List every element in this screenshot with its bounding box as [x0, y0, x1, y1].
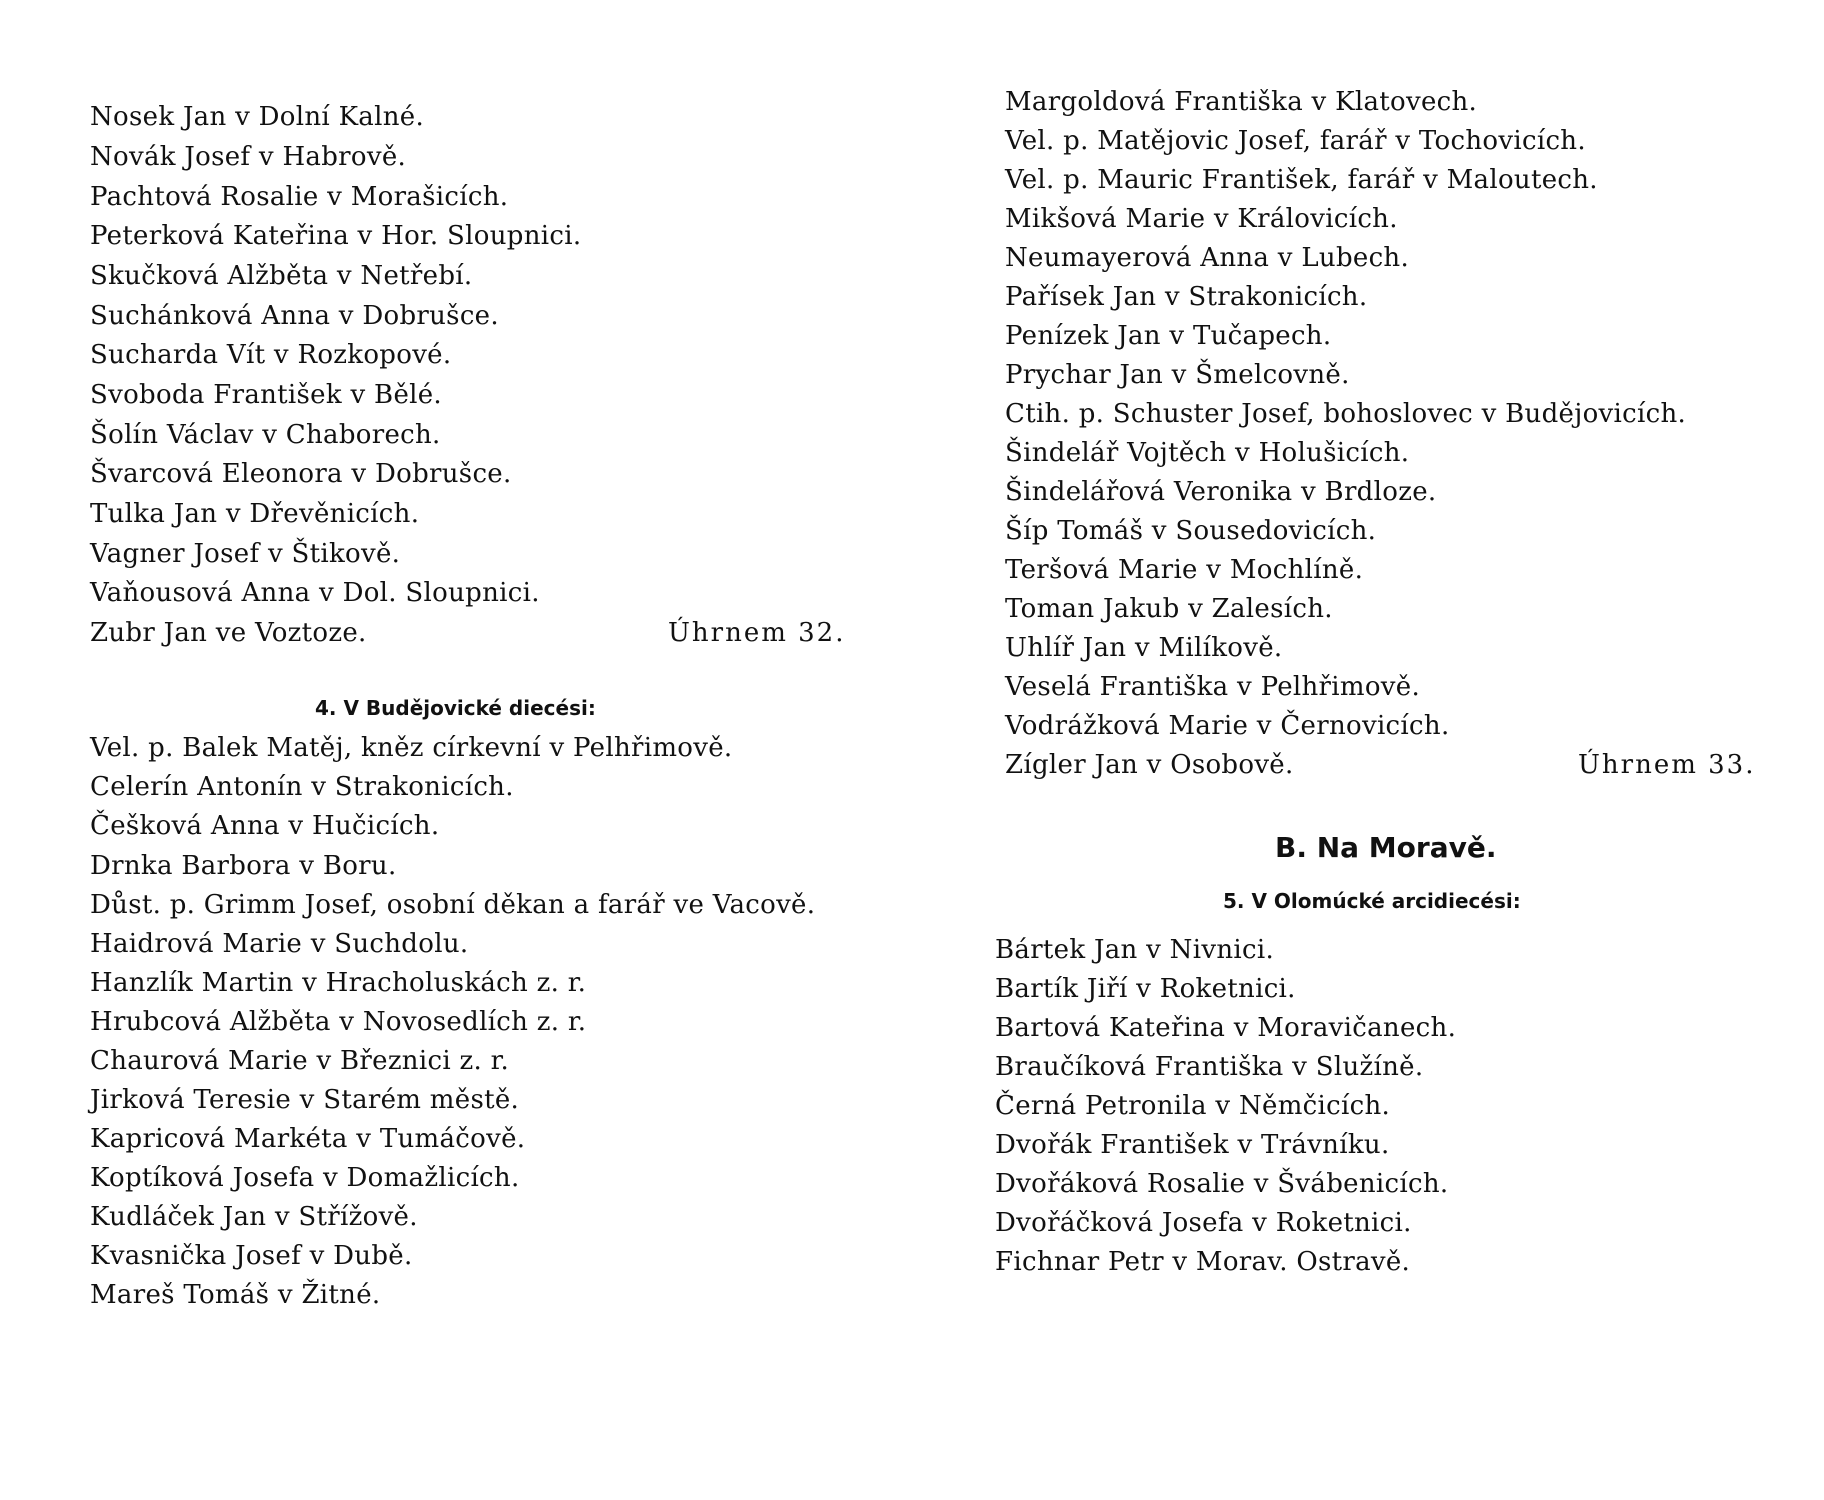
list-item: Vel. p. Balek Matěj, kněz církevní v Pelhřimově.: [90, 733, 733, 763]
list-item: Haidrová Marie v Suchdolu.: [90, 929, 469, 959]
list-item: Bártek Jan v Nivnici.: [995, 935, 1275, 965]
list-item: Suchánková Anna v Dobrušce.: [90, 301, 499, 331]
list-item: Mikšová Marie v Královicích.: [1005, 204, 1398, 234]
list-item: Fichnar Petr v Morav. Ostravě.: [995, 1247, 1411, 1277]
list-item: Sucharda Vít v Rozkopové.: [90, 340, 452, 370]
list-item: Braučíková Františka v Služíně.: [995, 1052, 1424, 1082]
list-item: Dvořáková Rosalie v Švábenicích.: [995, 1169, 1449, 1199]
list-item: Celerín Antonín v Strakonicích.: [90, 772, 514, 802]
list-item: Zígler Jan v Osobově.: [1005, 750, 1294, 780]
list-item: Šindelář Vojtěch v Holušicích.: [1005, 438, 1410, 468]
list-item: Margoldová Františka v Klatovech.: [1005, 87, 1478, 117]
list-item: Chaurová Marie v Březnici z. r.: [90, 1046, 510, 1076]
list-item: Tulka Jan v Dřevěnicích.: [90, 499, 420, 529]
list-item: Černá Petronila v Němčicích.: [995, 1091, 1391, 1121]
list-item: Toman Jakub v Zalesích.: [1005, 594, 1333, 624]
total-label: Úhrnem 33.: [1578, 750, 1756, 780]
list-item: Češková Anna v Hučicích.: [90, 811, 440, 841]
list-item: Peterková Kateřina v Hor. Sloupnici.: [90, 221, 582, 251]
list-item: Kudláček Jan v Střížově.: [90, 1202, 418, 1232]
list-item: Teršová Marie v Mochlíně.: [1005, 555, 1364, 585]
list-item: Koptíková Josefa v Domažlicích.: [90, 1163, 520, 1193]
list-item: Novák Josef v Habrově.: [90, 142, 407, 172]
list-item: Svoboda František v Bělé.: [90, 380, 442, 410]
list-item: Prychar Jan v Šmelcovně.: [1005, 360, 1350, 390]
list-item: Pachtová Rosalie v Morašicích.: [90, 182, 509, 212]
total-label: Úhrnem 32.: [668, 618, 846, 648]
list-item: Pařísek Jan v Strakonicích.: [1005, 282, 1368, 312]
list-item: Vel. p. Mauric František, farář v Maloutech.: [1005, 165, 1598, 195]
section-heading: B. Na Moravě.: [1275, 831, 1497, 864]
list-item: Drnka Barbora v Boru.: [90, 851, 397, 881]
list-item: Vodrážková Marie v Černovicích.: [1005, 711, 1450, 741]
list-item: Vel. p. Matějovic Josef, farář v Tochovicích.: [1005, 126, 1586, 156]
list-item: Mareš Tomáš v Žitné.: [90, 1280, 381, 1310]
list-item: Skučková Alžběta v Netřebí.: [90, 261, 473, 291]
list-item: Kapricová Markéta v Tumáčově.: [90, 1124, 526, 1154]
list-item: Dvořáčková Josefa v Roketnici.: [995, 1208, 1412, 1238]
list-item: Nosek Jan v Dolní Kalné.: [90, 102, 425, 132]
list-item: Neumayerová Anna v Lubech.: [1005, 243, 1410, 273]
list-item: Šíp Tomáš v Sousedovicích.: [1005, 516, 1377, 546]
list-item: Důst. p. Grimm Josef, osobní děkan a farář ve Vacově.: [90, 890, 816, 920]
list-item: Penízek Jan v Tučapech.: [1005, 321, 1332, 351]
list-item: Zubr Jan ve Voztoze.: [90, 618, 367, 648]
list-item: Dvořák František v Trávníku.: [995, 1130, 1390, 1160]
list-item: Vaňousová Anna v Dol. Sloupnici.: [90, 578, 540, 608]
list-item: Vagner Josef v Štikově.: [90, 539, 401, 569]
list-item: Jirková Teresie v Starém městě.: [90, 1085, 520, 1115]
list-item: Bartová Kateřina v Moravičanech.: [995, 1013, 1457, 1043]
list-item: Šolín Václav v Chaborech.: [90, 420, 441, 450]
list-item: Švarcová Eleonora v Dobrušce.: [90, 459, 512, 489]
list-item: Bartík Jiří v Roketnici.: [995, 974, 1296, 1004]
list-item: Hrubcová Alžběta v Novosedlích z. r.: [90, 1007, 587, 1037]
list-item: Ctih. p. Schuster Josef, bohoslovec v Budějovicích.: [1005, 399, 1687, 429]
diocese-heading: 4. V Budějovické diecési:: [315, 696, 596, 720]
list-item: Hanzlík Martin v Hracholuskách z. r.: [90, 968, 587, 998]
list-item: Veselá Františka v Pelhřimově.: [1005, 672, 1421, 702]
diocese-heading: 5. V Olomúcké arcidiecési:: [1223, 889, 1521, 913]
list-item: Šindelářová Veronika v Brdloze.: [1005, 477, 1437, 507]
list-item: Uhlíř Jan v Milíkově.: [1005, 633, 1283, 663]
list-item: Kvasnička Josef v Dubě.: [90, 1241, 413, 1271]
